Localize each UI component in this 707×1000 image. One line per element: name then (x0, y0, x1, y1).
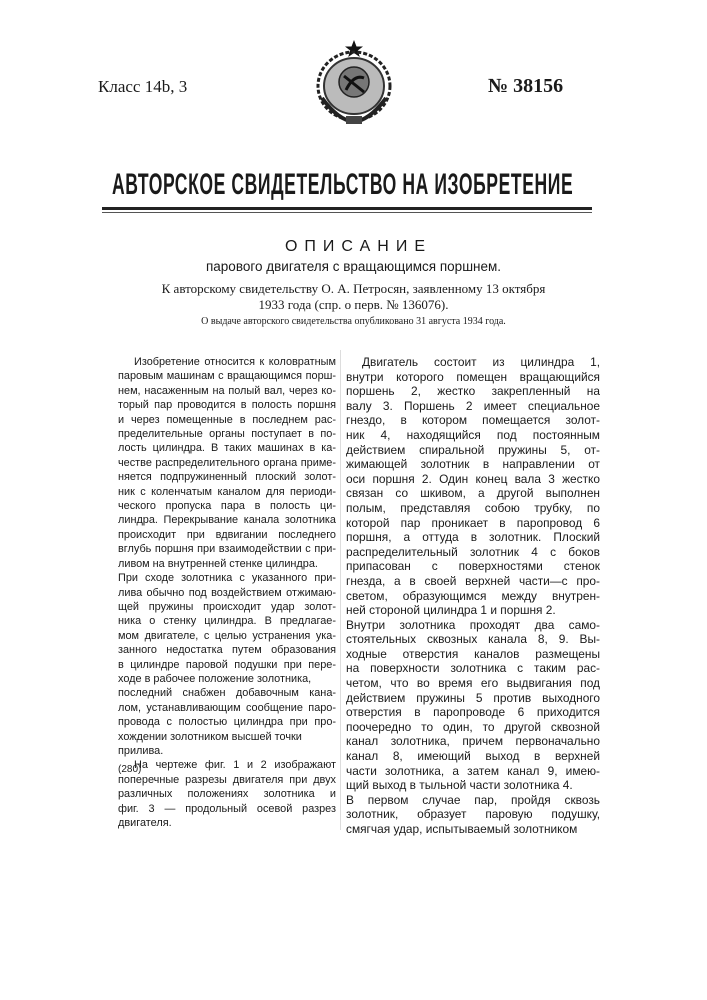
text-line: паровым машинам с вращающимся порш- (118, 369, 336, 383)
text-line: фиг. 3 — продольный осевой разрез (118, 802, 336, 816)
text-line: Внутри золотника проходят два само- (346, 618, 600, 633)
page-code: (280) (118, 764, 141, 775)
text-line: ник с коленчатым каналом для периоди- (118, 485, 336, 499)
text-line: различных положениях золотника и (118, 787, 336, 801)
text-line: оси поршня 2. Один конец вала 3 жестко (346, 472, 600, 487)
text-line: внутри которого помещен вращающийся (346, 370, 600, 385)
text-line: распределительный золотник 4 с боков (346, 545, 600, 560)
text-line: занного недостатка путем образования (118, 643, 336, 657)
text-line: канал 8, имеющий выход в верхней (346, 749, 600, 764)
text-line: связан со шкивом, а другой выполнен (346, 486, 600, 501)
text-line: гнездо, в котором помещается золот- (346, 413, 600, 428)
text-line: нем, насаженным на полый вал, через ко- (118, 384, 336, 398)
text-line: ческого пропуска пара в полость ци- (118, 499, 336, 513)
text-line: щий выход в тыльной части золотника 4. (346, 778, 600, 793)
text-line: действием пружины 5 против выходного (346, 691, 600, 706)
publication-note: О выдаче авторского свидетельства опубликовано 31 августа 1934 года. (0, 316, 707, 327)
text-line: стоятельных сквозных канала 8, 9. Вы- (346, 632, 600, 647)
text-line: поршень 2, жестко закрепленный на (346, 384, 600, 399)
class-label: Класс 14b, 3 (98, 77, 187, 97)
text-line: ник 4, находящийся под постоянным (346, 428, 600, 443)
description-heading: ОПИСАНИЕ (0, 238, 707, 256)
title-text: АВТОРСКОЕ СВИДЕТЕЛЬСТВО НА ИЗОБРЕТЕНИЕ (112, 168, 573, 202)
text-line: происходит при вдвигании последнего (118, 528, 336, 542)
title-rule (102, 207, 592, 210)
text-line: припасован с поверхностями стенок (346, 559, 600, 574)
text-line: вглубь поршня при взаимодействии с при- (118, 542, 336, 556)
text-line: торый пар проводится в полость поршня (118, 398, 336, 412)
text-line: полым, представляя собою трубку, по (346, 501, 600, 516)
column-divider (340, 350, 341, 830)
text-line: поршня, а оттуда в золотник. Плоский (346, 530, 600, 545)
author-line-1: К авторскому свидетельству О. А. Петросян, заявленному 13 октября (0, 281, 707, 297)
document-title (112, 168, 602, 204)
text-line: Двигатель состоит из цилиндра 1, (346, 355, 600, 370)
text-line: ней стороной цилиндра 1 и поршня 2. (346, 603, 600, 618)
text-line: поочередно то один, то другой сквозной (346, 720, 600, 735)
text-line: канал золотника, причем первоначально (346, 734, 600, 749)
text-line: четом, что во время его выдвигания под (346, 676, 600, 691)
text-line: пределительные органы поступает в по- (118, 427, 336, 441)
text-line: лива обычно под воздействием отжимаю- (118, 586, 336, 600)
text-line: прилива. (118, 744, 336, 758)
text-line: линдра. Перекрывание канала золотника (118, 513, 336, 527)
patent-number: № 38156 (488, 75, 563, 98)
text-line: гнезда, а в своей верхней части—с про- (346, 574, 600, 589)
text-line: На чертеже фиг. 1 и 2 изображают (118, 758, 336, 772)
text-line: двигателя. (118, 816, 336, 830)
text-line: и через помещенные в последнем рас- (118, 413, 336, 427)
text-line: последний снабжен добавочным кана- (118, 686, 336, 700)
left-column (118, 355, 336, 830)
text-line: мом двигателе, с целью устранения ука- (118, 629, 336, 643)
text-line: ходные отверстия каналов размещены (346, 647, 600, 662)
text-line: В первом случае пар, пройдя сквозь (346, 793, 600, 808)
text-line: При сходе золотника с указанного при- (118, 571, 336, 585)
text-line: отверстия в паропроводе 6 приходится (346, 705, 600, 720)
text-line: жимающей золотник в направлении от (346, 457, 600, 472)
text-line: которой пар проникает в паропровод 6 (346, 516, 600, 531)
text-line: Изобретение относится к коловратным (118, 355, 336, 369)
right-column (346, 355, 600, 837)
title-rule-thin (102, 212, 592, 213)
text-line: лость цилиндра. В таких машинах в ка- (118, 441, 336, 455)
text-line: в цилиндре паровой подушки при пере- (118, 658, 336, 672)
text-line: ливом на внутренней стенке цилиндра. (118, 557, 336, 571)
author-line-2: 1933 года (спр. о перв. № 136076). (0, 297, 707, 313)
text-line: золотник, образует паровую подушку, (346, 807, 600, 822)
text-line: няется подпружиненный плоский золот- (118, 470, 336, 484)
text-line: смягчая удар, испытываемый золотником (346, 822, 600, 837)
state-emblem-icon (308, 38, 400, 130)
text-line: поперечные разрезы двигателя при двух (118, 773, 336, 787)
text-line: на поверхности золотника с таким рас- (346, 661, 600, 676)
text-line: ходе в рабочее положение золотника, (118, 672, 336, 686)
text-line: валу 3. Поршень 2 имеет специальное (346, 399, 600, 414)
text-line: провода с полостью цилиндра при про- (118, 715, 336, 729)
text-line: честве распределительного органа приме- (118, 456, 336, 470)
text-line: хождении золотником высшей точки (118, 730, 336, 744)
text-line: светом, образующимся между внутрен- (346, 589, 600, 604)
description-subtitle: парового двигателя с вращающимся поршнем. (0, 259, 707, 274)
text-line: действием спиральной пружины 5, от- (346, 443, 600, 458)
text-line: части золотника, а затем канал 9, имею- (346, 764, 600, 779)
text-line: лом, устанавливающим сообщение паро- (118, 701, 336, 715)
text-line: ника о стенку цилиндра. В предлагае- (118, 614, 336, 628)
text-line: щей пружины происходит удар золот- (118, 600, 336, 614)
